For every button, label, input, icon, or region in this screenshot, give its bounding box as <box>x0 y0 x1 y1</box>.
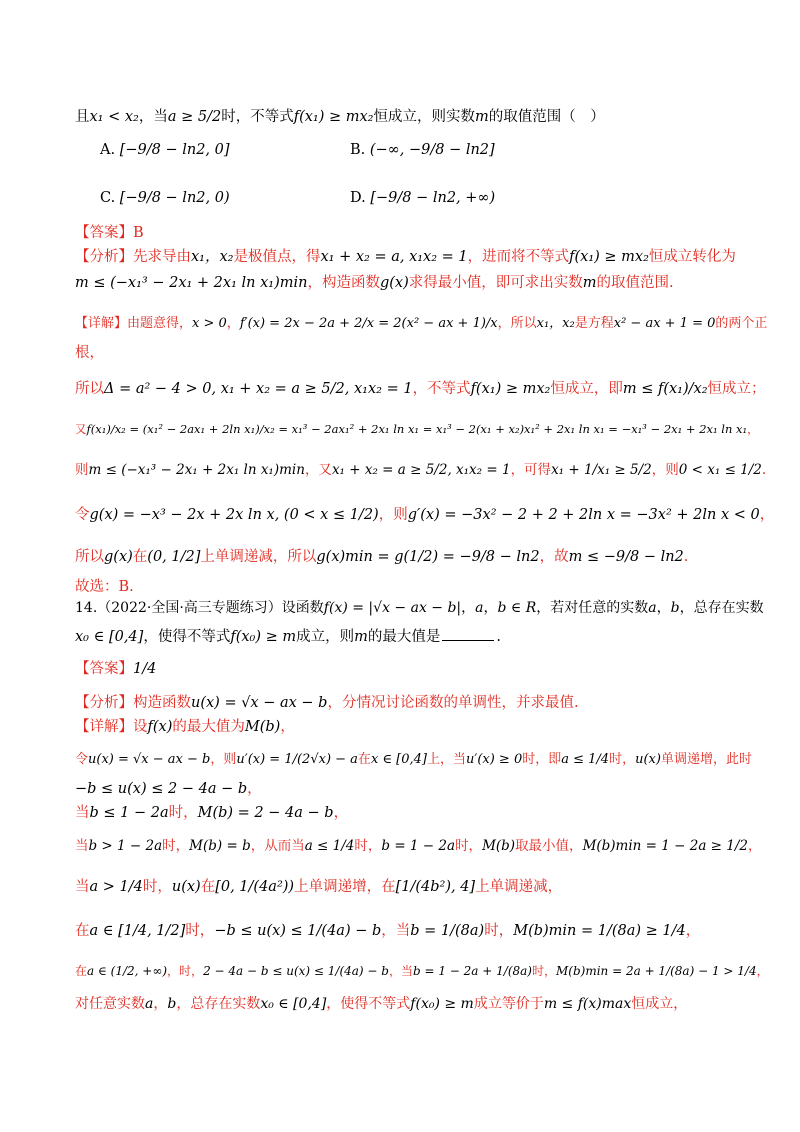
text: 时， <box>168 805 198 821</box>
math: [1/(4b²), 4] <box>395 879 476 895</box>
math: b ∈ R <box>497 600 537 616</box>
text: 时， <box>142 879 172 895</box>
math: b > 1 − 2a <box>88 838 163 854</box>
math: f(x₀) ≥ m <box>410 996 474 1012</box>
text: 恒成立，即 <box>550 381 623 397</box>
math: u(x) = √x − ax − b <box>191 695 328 711</box>
text: ，总存在实数 <box>679 600 764 616</box>
math: M(b)min = 1/(8a) ≥ 1/4 <box>513 923 686 939</box>
q13-detail-line1 <box>75 316 767 332</box>
math: m ≤ (−x₁³ − 2x₁ + 2x₁ ln x₁)min <box>75 275 308 291</box>
text: 构造函数 <box>133 695 191 711</box>
analysis-tag: 【分析】 <box>75 249 133 265</box>
q14-detail-line3 <box>75 780 262 798</box>
math: g(x) <box>104 549 133 565</box>
text: 故选：B. <box>75 579 134 595</box>
text: 的取值范围. <box>596 275 674 291</box>
math: M(b)min = 1 − 2a ≥ 1/2 <box>582 838 749 854</box>
question-source: （2022·全国·高三专题练习） <box>97 600 282 616</box>
text: 在 <box>357 752 371 767</box>
text: 在 <box>200 879 216 895</box>
option-label: B. <box>350 142 366 158</box>
text: ，当 <box>381 923 411 939</box>
answer-tag: 【答案】 <box>75 225 133 241</box>
math: M(b)min = 2a + 1/(8a) − 1 > 1/4 <box>556 964 757 978</box>
text: ，则 <box>210 752 237 767</box>
text: 恒成立； <box>707 381 766 397</box>
text: ，若对任意的实数 <box>536 600 649 616</box>
text: ，分情况讨论函数的单调性，并求最值. <box>327 695 579 711</box>
text: 恒成立转化为 <box>648 249 736 265</box>
text: 当 <box>75 838 89 854</box>
text: 时， <box>609 752 636 767</box>
q13-detail-line6 <box>75 506 774 524</box>
q14-detail-line2 <box>75 752 752 768</box>
math: m <box>354 629 368 645</box>
text: 上，当 <box>426 752 466 767</box>
text: ，进而将不等式 <box>467 249 570 265</box>
text: 成立，则 <box>296 629 355 645</box>
text: 求得最小值，即可求出实数 <box>408 275 583 291</box>
math: f′(x) = 2x − 2a + 2/x = 2(x² − ax + 1)/x <box>239 316 498 331</box>
math: x² − ax + 1 = 0 <box>613 316 716 331</box>
math: u(x) <box>171 879 201 895</box>
text: 单调递增，此时 <box>660 752 752 767</box>
math: a ∈ (1/2, +∞) <box>87 964 168 978</box>
text: 是极值点，得 <box>233 249 321 265</box>
text: 在 <box>132 549 148 565</box>
text: 时， <box>531 964 556 978</box>
text: ， <box>748 838 762 854</box>
math: f(x) = |√x − ax − b| <box>323 600 462 616</box>
option-label: A. <box>100 142 116 158</box>
math: a > 1/4 <box>89 879 143 895</box>
text: 又 <box>75 422 87 436</box>
math: m ≤ −9/8 − ln2 <box>568 549 684 565</box>
text: ，时， <box>167 964 204 978</box>
math: a ≥ 5/2 <box>167 109 222 125</box>
math: b <box>670 600 680 616</box>
text: 根， <box>75 345 104 361</box>
text: ，又 <box>304 462 332 478</box>
text: 所以 <box>75 549 104 565</box>
math: M(b) <box>244 719 281 735</box>
text: ， <box>153 996 168 1012</box>
text: ，从而当 <box>250 838 305 854</box>
text: ， <box>333 805 349 821</box>
math: 0 < x₁ ≤ 1/2 <box>678 462 762 478</box>
text: 的最大值为 <box>172 719 245 735</box>
text: . <box>683 549 689 565</box>
q14-stem-line1 <box>75 600 764 618</box>
math: a <box>475 600 484 616</box>
text: 所以 <box>75 381 104 397</box>
q14-detail-line6 <box>75 878 562 896</box>
text: 时，不等式 <box>221 109 294 125</box>
option-expr: [−9/8 − ln2, 0] <box>119 142 230 158</box>
math: x₁，x₂ <box>536 316 575 331</box>
text: 由题意得， <box>127 316 193 331</box>
text: ，可得 <box>510 462 552 478</box>
option-expr: [−9/8 − ln2, +∞) <box>370 190 496 206</box>
question-number: 14. <box>75 600 98 616</box>
option-a <box>100 142 230 158</box>
text: 上单调递减，所以 <box>200 549 317 565</box>
detail-tag: 【详解】 <box>75 719 133 735</box>
math: g(x) = −x³ − 2x + 2x ln x, (0 < x ≤ 1/2) <box>89 507 379 523</box>
answer-value: 1/4 <box>133 661 157 677</box>
text: ，当 <box>388 964 413 978</box>
text: 当 <box>75 805 90 821</box>
math: a <box>648 600 657 616</box>
q13-answer <box>75 224 144 242</box>
math: x₀ ∈ [0,4] <box>260 996 327 1012</box>
text: 令 <box>75 507 90 523</box>
math: f(x₁)/x₂ = (x₁² − 2ax₁ + 2ln x₁)/x₂ = x₁³ − 2ax₁² + 2x₁ ln x₁ = x₁³ − 2(x₁ + x₂)x₁² + 2x₁ ln x₁ = −x₁³ − 2x₁ + 2x₁ ln x₁ <box>86 422 748 436</box>
text: 成立等价于 <box>473 996 544 1012</box>
math: (0, 1/2] <box>147 549 201 565</box>
q13-final <box>75 578 134 596</box>
analysis-tag: 【分析】 <box>75 695 133 711</box>
q14-detail-line4 <box>75 804 348 822</box>
text: ，故 <box>539 549 569 565</box>
math: b ≤ 1 − 2a <box>89 805 169 821</box>
option-expr: [−9/8 − ln2, 0) <box>119 190 230 206</box>
math: a <box>145 996 154 1012</box>
text: ，构造函数 <box>307 275 380 291</box>
text: ， <box>461 600 476 616</box>
q13-stem <box>75 108 605 126</box>
math: Δ = a² − 4 > 0, x₁ + x₂ = a ≥ 5/2, x₁x₂ = 1 <box>104 381 413 397</box>
text: 时， <box>185 923 215 939</box>
math: m <box>582 275 597 291</box>
text: . <box>496 629 501 645</box>
math: −b ≤ u(x) ≤ 2 − 4a − b <box>75 781 248 797</box>
answer-tag: 【答案】 <box>75 661 133 677</box>
math: x₁ + x₂ = a ≥ 5/2, x₁x₂ = 1 <box>331 462 511 478</box>
answer-blank <box>442 640 494 641</box>
math: a ∈ [1/4, 1/2] <box>89 923 186 939</box>
text: ， <box>280 719 295 735</box>
math: x₀ ∈ [0,4] <box>75 629 144 645</box>
math: x₁ + x₂ = a, x₁x₂ = 1 <box>320 249 468 265</box>
text: ，则 <box>651 462 679 478</box>
option-d <box>350 190 495 206</box>
math: b = 1 − 2a + 1/(8a) <box>412 964 532 978</box>
text: ， <box>656 600 671 616</box>
math: m ≤ f(x₁)/x₂ <box>622 381 708 397</box>
text: 对任意实数 <box>75 996 145 1012</box>
option-label: D. <box>350 190 366 206</box>
text: ，总存在实数 <box>176 996 261 1012</box>
math: m <box>475 109 489 125</box>
math: x > 0 <box>192 316 227 331</box>
detail-tag: 【详解】 <box>75 316 128 331</box>
text: ，使得不等式 <box>143 629 231 645</box>
text: 恒成立， <box>631 996 688 1012</box>
text: 令 <box>75 752 89 767</box>
text: 设 <box>133 719 148 735</box>
math: g(x)min = g(1/2) = −9/8 − ln2 <box>316 549 540 565</box>
text: ， <box>685 923 701 939</box>
math: b = 1/(8a) <box>410 923 485 939</box>
text: 时， <box>354 838 382 854</box>
math: [0, 1/(4a²)) <box>215 879 295 895</box>
text: 是方程 <box>574 316 614 331</box>
q14-answer <box>75 660 156 678</box>
q14-detail-line5 <box>75 838 762 855</box>
text: ，所以 <box>497 316 537 331</box>
text: ，不等式 <box>412 381 471 397</box>
option-c <box>100 190 230 206</box>
text: 在 <box>75 923 90 939</box>
text: 时， <box>455 838 483 854</box>
q13-detail-line2 <box>75 344 104 362</box>
q14-detail-line9 <box>75 996 687 1014</box>
text: ， <box>756 964 769 978</box>
q13-detail-line5 <box>75 462 766 479</box>
math: f(x₁) ≥ mx₂ <box>569 249 649 265</box>
math: b <box>167 996 177 1012</box>
math: f(x₁) ≥ mx₂ <box>470 381 551 397</box>
math: M(b) <box>482 838 516 854</box>
math: f(x₁) ≥ mx₂ <box>293 109 374 125</box>
text: 的两个正 <box>715 316 768 331</box>
text: ， <box>226 316 240 331</box>
math: f(x) <box>147 719 173 735</box>
q14-stem-line2 <box>75 628 501 646</box>
math: m ≤ (−x₁³ − 2x₁ + 2x₁ ln x₁)min <box>88 462 305 478</box>
math: b = 1 − 2a <box>381 838 456 854</box>
math: u′(x) ≥ 0 <box>466 752 523 767</box>
q14-detail-line8 <box>75 964 769 979</box>
q14-analysis <box>75 694 579 712</box>
math: g′(x) = −3x² − 2 + 2 + 2ln x = −3x² + 2ln x < 0 <box>407 507 760 523</box>
text: 上单调递减， <box>475 879 563 895</box>
text: 的取值范围（ ） <box>488 109 605 125</box>
q14-detail-line1 <box>75 718 295 736</box>
math: M(b) = 2 − 4a − b <box>197 805 334 821</box>
math: f(x₀) ≥ m <box>230 629 297 645</box>
q13-detail-line4 <box>75 422 759 436</box>
text: 设函数 <box>281 600 324 616</box>
option-expr: (−∞, −9/8 − ln2] <box>369 142 495 158</box>
text: 恒成立，则实数 <box>373 109 475 125</box>
math: a ≤ 1/4 <box>304 838 355 854</box>
option-b <box>350 142 495 158</box>
text: 取最小值， <box>515 838 583 854</box>
text: 且 <box>75 109 90 125</box>
text: 在 <box>75 964 88 978</box>
math: M(b) = b <box>189 838 251 854</box>
math: x₁，x₂ <box>191 249 234 265</box>
option-label: C. <box>100 190 116 206</box>
q13-detail-line7 <box>75 548 688 566</box>
math: x ∈ [0,4] <box>370 752 427 767</box>
text: 时，即 <box>522 752 562 767</box>
answer-value: B <box>133 225 144 241</box>
q13-analysis-line2 <box>75 274 674 292</box>
text: 则 <box>75 462 89 478</box>
q13-detail-line3 <box>75 380 766 398</box>
math: x₁ + 1/x₁ ≥ 5/2 <box>551 462 652 478</box>
math: −b ≤ u(x) ≤ 1/(4a) − b <box>214 923 382 939</box>
text: 的最大值是 <box>367 629 441 645</box>
text: . <box>761 462 767 478</box>
math: g(x) <box>379 275 409 291</box>
math: 2 − 4a − b ≤ u(x) ≤ 1/(4a) − b <box>203 964 389 978</box>
q14-detail-line7 <box>75 922 700 940</box>
math: u(x) = √x − ax − b <box>88 752 211 767</box>
text: 上单调递增，在 <box>294 879 396 895</box>
text: ， <box>759 507 775 523</box>
text: ， <box>747 422 759 436</box>
math: u(x) <box>635 752 661 767</box>
text: ， <box>247 781 262 797</box>
math: x₁ < x₂ <box>89 109 139 125</box>
text: ， <box>483 600 498 616</box>
math: u′(x) = 1/(2√x) − a <box>236 752 358 767</box>
text: 先求导由 <box>133 249 191 265</box>
math: a ≤ 1/4 <box>561 752 610 767</box>
text: ，当 <box>138 109 168 125</box>
text: 时， <box>484 923 514 939</box>
q13-analysis-line1 <box>75 248 736 266</box>
text: ，使得不等式 <box>326 996 411 1012</box>
math: m ≤ f(x)max <box>543 996 632 1012</box>
text: ，则 <box>378 507 408 523</box>
text: 时， <box>162 838 190 854</box>
text: 当 <box>75 879 90 895</box>
